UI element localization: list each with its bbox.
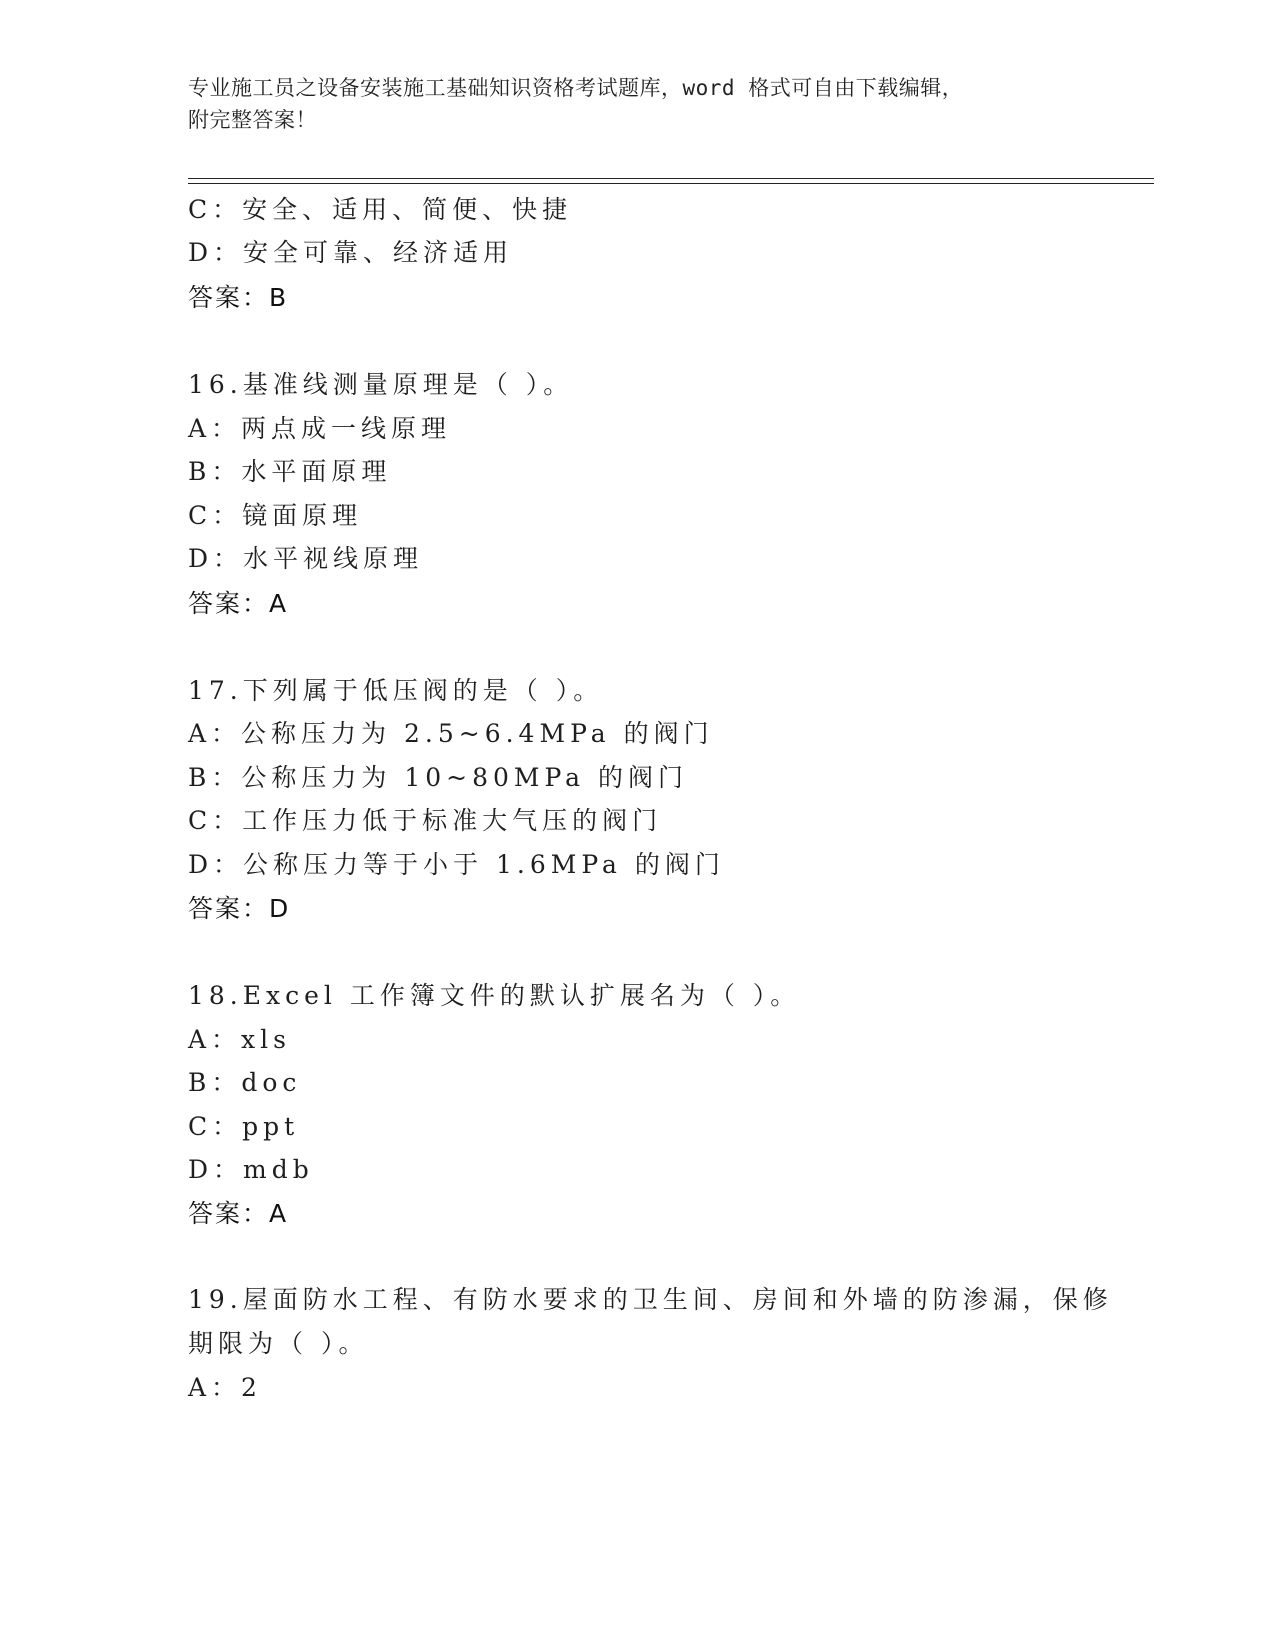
q17-option-a: A：公称压力为 2.5~6.4MPa 的阀门	[188, 719, 714, 748]
q15-option-d: D：安全可靠、经济适用	[188, 238, 514, 267]
header-divider-bottom	[188, 183, 1154, 184]
q16-option-c: C：镜面原理	[188, 501, 363, 530]
q18-question: 18.Excel 工作簿文件的默认扩展名为（ ）。	[188, 981, 801, 1010]
q18-option-a: A：xls	[188, 1025, 291, 1054]
q16-answer: 答案：A	[188, 589, 289, 618]
header-line-2: 附完整答案！	[188, 108, 317, 132]
q16-option-d: D：水平视线原理	[188, 544, 424, 573]
document-header	[188, 72, 1078, 136]
q16-option-a: A：两点成一线原理	[188, 414, 452, 443]
q15-option-c: C：安全、适用、简便、快捷	[188, 195, 573, 224]
q17-option-c: C：工作压力低于标准大气压的阀门	[188, 806, 663, 835]
q18-option-d: D：mdb	[188, 1155, 314, 1184]
q16-option-b: B：水平面原理	[188, 457, 392, 486]
q16-question: 16.基准线测量原理是（ ）。	[188, 370, 574, 399]
q17-answer: 答案：D	[188, 894, 291, 923]
q17-option-d: D：公称压力等于小于 1.6MPa 的阀门	[188, 850, 725, 879]
q19-option-a: A：2	[188, 1373, 262, 1402]
q18-answer: 答案：A	[188, 1199, 289, 1228]
q18-option-c: C：ppt	[188, 1112, 300, 1141]
header-divider-top	[188, 178, 1154, 179]
q17-question: 17.下列属于低压阀的是（ ）。	[188, 676, 604, 705]
q19-question-line-2: 期限为（ ）。	[188, 1329, 369, 1358]
header-line-1: 专业施工员之设备安装施工基础知识资格考试题库，word 格式可自由下载编辑，	[188, 76, 964, 100]
q17-option-b: B：公称压力为 10~80MPa 的阀门	[188, 763, 689, 792]
q15-answer: 答案：B	[188, 283, 289, 312]
q19-question-line-1: 19.屋面防水工程、有防水要求的卫生间、房间和外墙的防渗漏，保修	[188, 1285, 1113, 1314]
q18-option-b: B：doc	[188, 1068, 302, 1097]
